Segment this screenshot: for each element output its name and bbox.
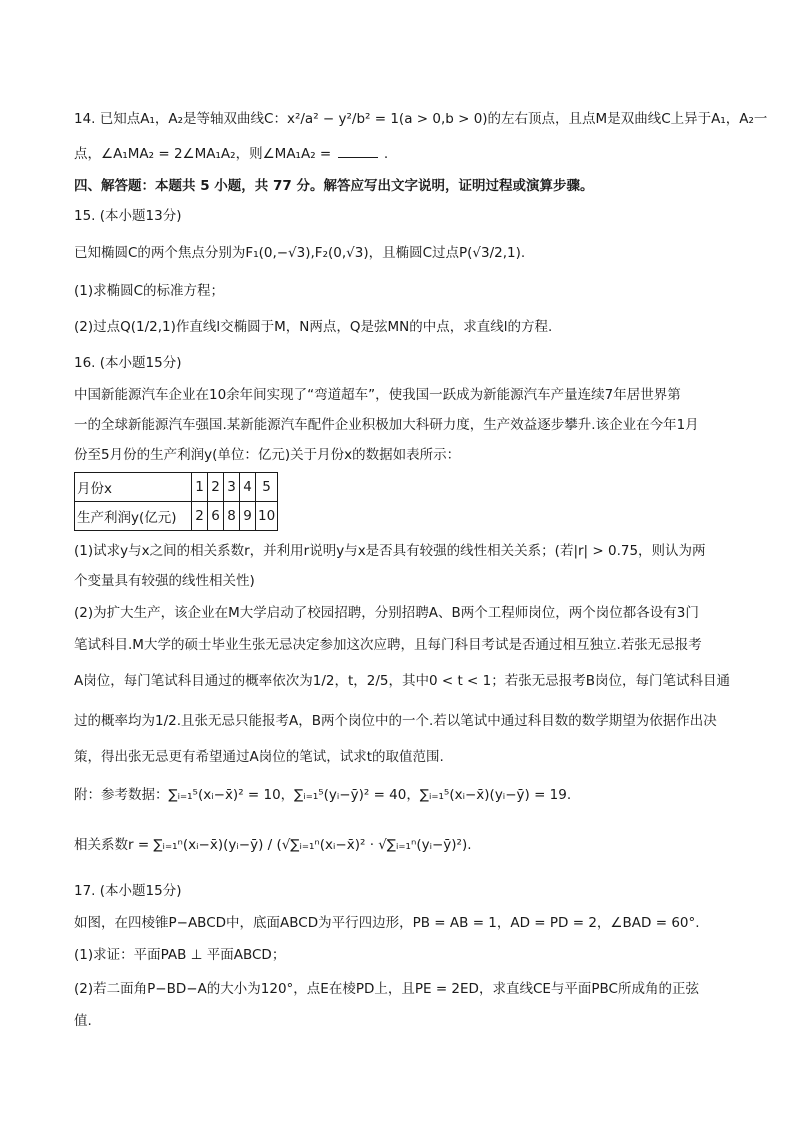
table-row (75, 473, 278, 502)
table-cell: 6 (208, 502, 224, 531)
q17-part2-line2: 值. (74, 1013, 92, 1029)
table-cell: 9 (240, 502, 256, 531)
q16-part2-line4: 过的概率均为1/2.且张无忌只能报考A，B两个岗位中的一个.若以笔试中通过科目数的数学期望为依据作出决 (74, 713, 717, 729)
q14-line2-end: . (383, 146, 389, 162)
q16-stem-line1: 中国新能源汽车企业在10余年间实现了“弯道超车”，使我国一跃成为新能源汽车产量连续7年居世界第 (74, 387, 681, 403)
q15-part1: (1)求椭圆C的标准方程； (74, 283, 225, 299)
q16-part1-line2: 个变量具有较强的线性相关性) (74, 573, 255, 589)
q15-header: 15. (本小题13分) (74, 208, 182, 224)
table-cell: 10 (256, 502, 278, 531)
q16-part2-line3: A岗位，每门笔试科目通过的概率依次为1/2，t，2/5，其中0 < t < 1；若张无忌报考B岗位，每门笔试科目通 (74, 673, 731, 689)
q14-line1: 14. 已知点A₁，A₂是等轴双曲线C：x²/a² − y²/b² = 1(a > 0,b > 0)的左右顶点，且点M是双曲线C上异于A₁，A₂一 (74, 111, 768, 127)
q14-line2-text: 点，∠A₁MA₂ = 2∠MA₁A₂，则∠MA₁A₂ = (74, 146, 332, 162)
q15-stem: 已知椭圆C的两个焦点分别为F₁(0,−√3),F₂(0,√3)，且椭圆C过点P(√3/2,1). (74, 245, 526, 261)
q16-reference-data: 附：参考数据：∑ᵢ₌₁⁵(xᵢ−x̄)² = 10，∑ᵢ₌₁⁵(yᵢ−ȳ)² = 40，∑ᵢ₌₁⁵(xᵢ−x̄)(yᵢ−ȳ) = 19. (74, 787, 572, 803)
q16-stem-line2: 一的全球新能源汽车强国.某新能源汽车配件企业积极加大科研力度，生产效益逐步攀升.该企业在今年1月 (74, 417, 699, 433)
section-heading: 四、解答题：本题共 5 小题，共 77 分。解答应写出文字说明，证明过程或演算步骤。 (74, 178, 594, 194)
answer-blank (338, 157, 378, 158)
table-cell: 8 (224, 502, 240, 531)
q16-header: 16. (本小题15分) (74, 355, 182, 371)
q17-stem: 如图，在四棱锥P−ABCD中，底面ABCD为平行四边形，PB = AB = 1，AD = PD = 2，∠BAD = 60°. (74, 915, 700, 931)
table-cell: 2 (192, 502, 208, 531)
table-cell: 3 (224, 473, 240, 502)
table-row-label: 月份x (75, 473, 192, 502)
q16-correlation-formula: 相关系数r = ∑ᵢ₌₁ⁿ(xᵢ−x̄)(yᵢ−ȳ) / (√∑ᵢ₌₁ⁿ(xᵢ−x̄)² · √∑ᵢ₌₁ⁿ(yᵢ−ȳ)²). (74, 837, 472, 853)
q17-part2-line1: (2)若二面角P−BD−A的大小为120°，点E在棱PD上，且PE = 2ED，求直线CE与平面PBC所成角的正弦 (74, 981, 699, 997)
q15-part2: (2)过点Q(1/2,1)作直线l交椭圆于M，N两点，Q是弦MN的中点，求直线l的方程. (74, 319, 553, 335)
q16-part1-line1: (1)试求y与x之间的相关系数r，并利用r说明y与x是否具有较强的线性相关关系；(若|r| > 0.75，则认为两 (74, 543, 706, 559)
q17-part1: (1)求证：平面PAB ⊥ 平面ABCD； (74, 947, 286, 963)
table-row (75, 502, 278, 531)
table-cell: 4 (240, 473, 256, 502)
table-cell: 1 (192, 473, 208, 502)
q17-header: 17. (本小题15分) (74, 883, 182, 899)
q16-part2-line2: 笔试科目.M大学的硕士毕业生张无忌决定参加这次应聘，且每门科目考试是否通过相互独立.若张无忌报考 (74, 637, 702, 653)
table-cell: 5 (256, 473, 278, 502)
q16-stem-line3: 份至5月份的生产利润y(单位：亿元)关于月份x的数据如表所示： (74, 447, 461, 463)
table-cell: 2 (208, 473, 224, 502)
q14-line2 (74, 145, 388, 163)
q16-part2-line5: 策，得出张无忌更有希望通过A岗位的笔试，试求t的取值范围. (74, 749, 444, 765)
q16-part2-line1: (2)为扩大生产，该企业在M大学启动了校园招聘，分别招聘A、B两个工程师岗位，两个岗位都各设有3门 (74, 605, 699, 621)
table-row-label: 生产利润y(亿元) (75, 502, 192, 531)
data-table (74, 472, 278, 531)
